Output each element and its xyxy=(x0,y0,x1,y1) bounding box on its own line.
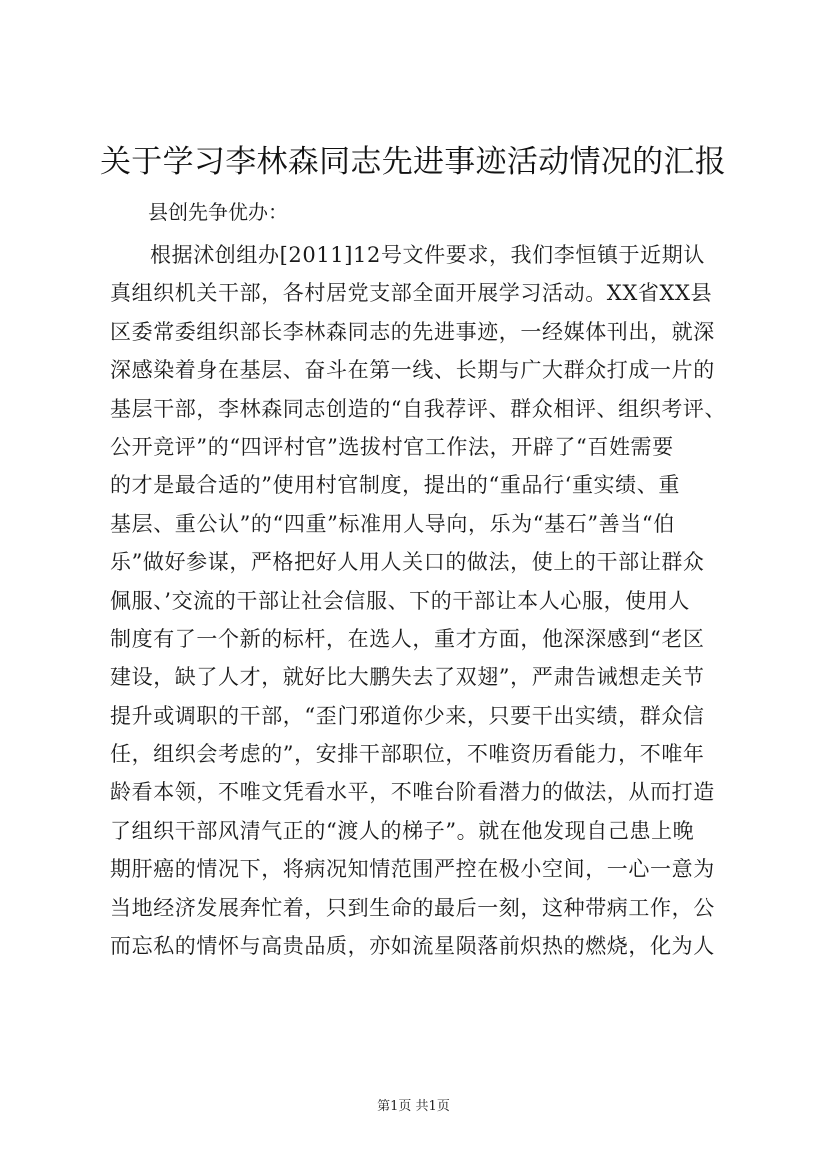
body-paragraph xyxy=(110,236,730,965)
body-line: 了组织干部风清气正的“渡人的梯子”。就在他发现自己患上晚 xyxy=(110,818,695,843)
body-line: 佩服、’交流的干部让社会信服、下的干部让本人心服，使用人 xyxy=(110,588,690,613)
body-line: 提升或调职的干部，“歪门邪道你少来，只要干出实绩，群众信 xyxy=(110,703,705,728)
salutation: 县创先争优办： xyxy=(148,200,288,224)
body-line: 公开竞评”的“四评村官”选拔村官工作法，开辟了“百姓需要 xyxy=(110,434,674,459)
body-line: 根据沭创组办[2011]12号文件要求，我们李恒镇于近期认 xyxy=(150,243,705,267)
body-line: 制度有了一个新的标杆，在选人，重才方面，他深深感到“老区 xyxy=(110,626,705,651)
document-title: 关于学习李林森同志先进事迹活动情况的汇报 xyxy=(100,144,726,180)
body-line: 基层、重公认”的“四重”标准用人导向，乐为“基石”善当“伯 xyxy=(110,511,675,536)
body-line: 当地经济发展奔忙着，只到生命的最后一刻，这种带病工作，公 xyxy=(110,895,715,920)
body-line: 深感染着身在基层、奋斗在第一线、长期与广大群众打成一片的 xyxy=(110,358,715,383)
body-line: 的才是最合适的”使用村官制度，提出的“重品行‘重实绩、重 xyxy=(110,473,680,498)
body-line: 任，组织会考虑的”，安排干部职位，不唯资历看能力，不唯年 xyxy=(110,742,705,767)
body-line: 区委常委组织部长李林森同志的先进事迹，一经媒体刊出，就深 xyxy=(110,319,715,344)
body-line: 基层干部，李林森同志创造的“自我荐评、群众相评、组织考评、 xyxy=(110,396,727,421)
body-line: 期肝癌的情况下，将病况知情范围严控在极小空间，一心一意为 xyxy=(110,857,715,882)
body-line: 乐”做好参谋，严格把好人用人关口的做法，使上的干部让群众 xyxy=(110,550,705,575)
body-line: 真组织机关干部，各村居党支部全面开展学习活动。XX省XX县 xyxy=(110,281,713,306)
page-number-footer: 第1页 共1页 xyxy=(377,1099,450,1114)
body-line: 而忘私的情怀与高贵品质，亦如流星陨落前炽热的燃烧，化为人 xyxy=(110,934,715,959)
body-line: 龄看本领，不唯文凭看水平，不唯台阶看潜力的做法，从而打造 xyxy=(110,780,715,805)
body-line: 建设，缺了人才，就好比大鹏失去了双翅”，严肃告诫想走关节 xyxy=(110,665,705,690)
